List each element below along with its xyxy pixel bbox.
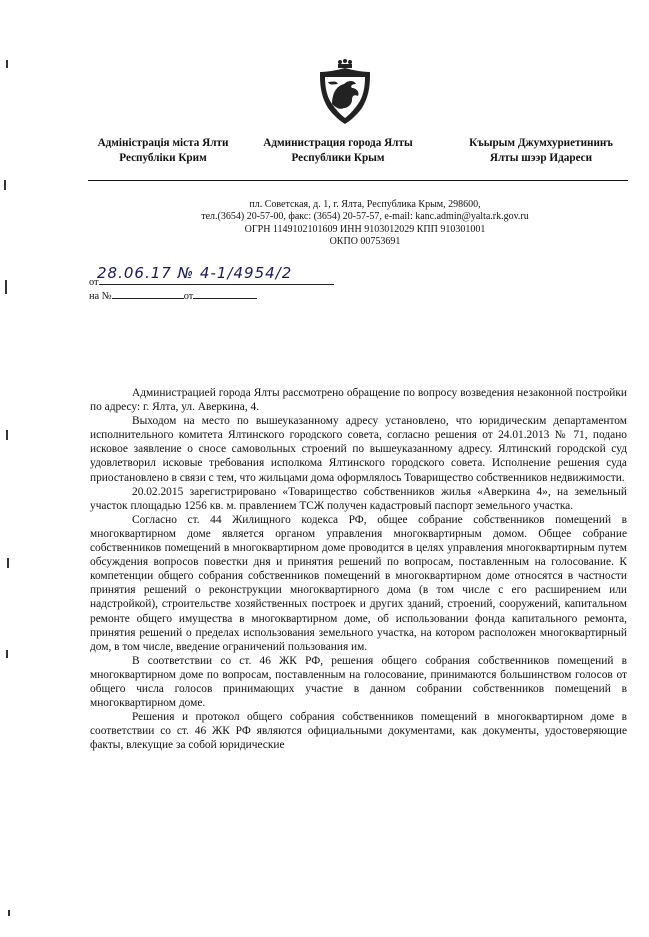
- okpo-line: ОКПО 00753691: [329, 236, 401, 248]
- incoming-reference-line: [89, 290, 334, 304]
- scan-speck: [5, 280, 7, 294]
- from-prefix: от: [89, 277, 99, 288]
- org-name-ukrainian: [88, 136, 238, 166]
- to-prefix: на №: [89, 291, 112, 302]
- org-name-russian: [248, 136, 428, 166]
- scan-speck: [6, 430, 8, 440]
- incoming-number-underline: [112, 298, 184, 299]
- scan-speck: [6, 60, 8, 68]
- body-paragraph: 20.02.2015 зарегистрировано «Товарищество собственников жилья «Аверкина 4», на земельный участок площадью 1256 кв. м. правлением ТСЖ получен кадастровый паспорт земельного участка.: [90, 485, 627, 512]
- letter-body: [90, 386, 627, 752]
- body-paragraph: Решения и протокол общего собрания собственников помещений в многоквартирном доме в соответствии со ст. 46 ЖК РФ являются официальными документами, как документы, удостоверяющие факты, влекущие за собой юридические: [90, 711, 627, 752]
- registration-codes-line: ОГРН 1149102101609 ИНН 9103012029 КПП 910301001: [244, 223, 486, 235]
- to-from-label: от: [183, 291, 194, 302]
- outgoing-reference-line: [89, 264, 334, 290]
- address-line: пл. Советская, д. 1, г. Ялта, Республика Крым, 298600,: [249, 199, 481, 210]
- reference-block: [89, 264, 334, 304]
- org-name-crimean-tatar: [456, 136, 626, 166]
- org-name-line: Республики Крым: [291, 152, 385, 164]
- org-name-line: Адміністрація міста Ялти: [97, 137, 229, 149]
- phone-email-line: тел.(3654) 20-57-00, факс: (3654) 20-57-57, e-mail: kanc.admin@yalta.rk.gov.ru: [201, 211, 529, 223]
- org-name-line: Ялты шээр Идареси: [489, 152, 593, 164]
- body-paragraph: В соответствии со ст. 46 ЖК РФ, решения общего собрания собственников помещений в многоквартирном доме по вопросам, поставленным на голосование, принимаются большинством голосов от общего числа голосов принимающих участие в данном собрании собственников помещений в многоквартирном доме.: [90, 654, 627, 710]
- contact-block: [150, 199, 580, 249]
- header-divider: [88, 180, 628, 181]
- scan-speck: [6, 650, 8, 658]
- scan-speck: [7, 558, 9, 568]
- org-name-line: Къырым Джумхуриетининъ: [469, 137, 613, 149]
- body-paragraph: Выходом на место по вышеуказанному адресу установлено, что юридическим департаментом исполнительного комитета Ялтинского городского совета, согласно решения от 24.01.2013 № 71, подано исковое заявление о сносе самовольных строений по вышеуказанному адресу. Ялтинский городской суд удовлетворил исковые требования исполкома Ялтинского городского совета. Исполнение решения суда приостановлено в связи с тем, что жильцами дома оформлялось Товарищество собственников недвижимости.: [90, 415, 627, 484]
- scan-speck: [4, 180, 6, 190]
- incoming-date-underline: [193, 298, 257, 299]
- coat-of-arms-emblem: [318, 58, 372, 126]
- handwritten-reference: 28.06.17 № 4-1/4954/2: [97, 264, 293, 282]
- org-name-line: Республіки Крим: [119, 152, 207, 164]
- scan-speck: [8, 910, 10, 916]
- org-name-line: Администрация города Ялты: [263, 137, 413, 149]
- body-paragraph: Администрацией города Ялты рассмотрено обращение по вопросу возведения незаконной постройки по адресу: г. Ялта, ул. Аверкина, 4.: [90, 387, 627, 414]
- body-paragraph: Согласно ст. 44 Жилищного кодекса РФ, общее собрание собственников помещений в многоквартирном доме является органом управления многоквартирным домом. Общее собрание собственников помещений в многоквартирном доме проводится в целях управления многоквартирным путем обсуждения вопросов повестки дня и принятия решений по вопросам, поставленным на голосование. К компетенции общего собрания собственников помещений в многоквартирном доме относятся в частности принятия решений о реконструкции многоквартирного дома (в том числе с его расширением или надстройкой), строительстве хозяйственных построек и других зданий, строений, сооружений, капитальном ремонте общего имущества в многоквартирном доме, об использовании фонда капитального ремонта, принятия решений о пределах использования земельного участка, на котором расположен многоквартирный дом, в том числе, введение ограничений пользования им.: [90, 513, 627, 653]
- reference-underline: [99, 284, 334, 285]
